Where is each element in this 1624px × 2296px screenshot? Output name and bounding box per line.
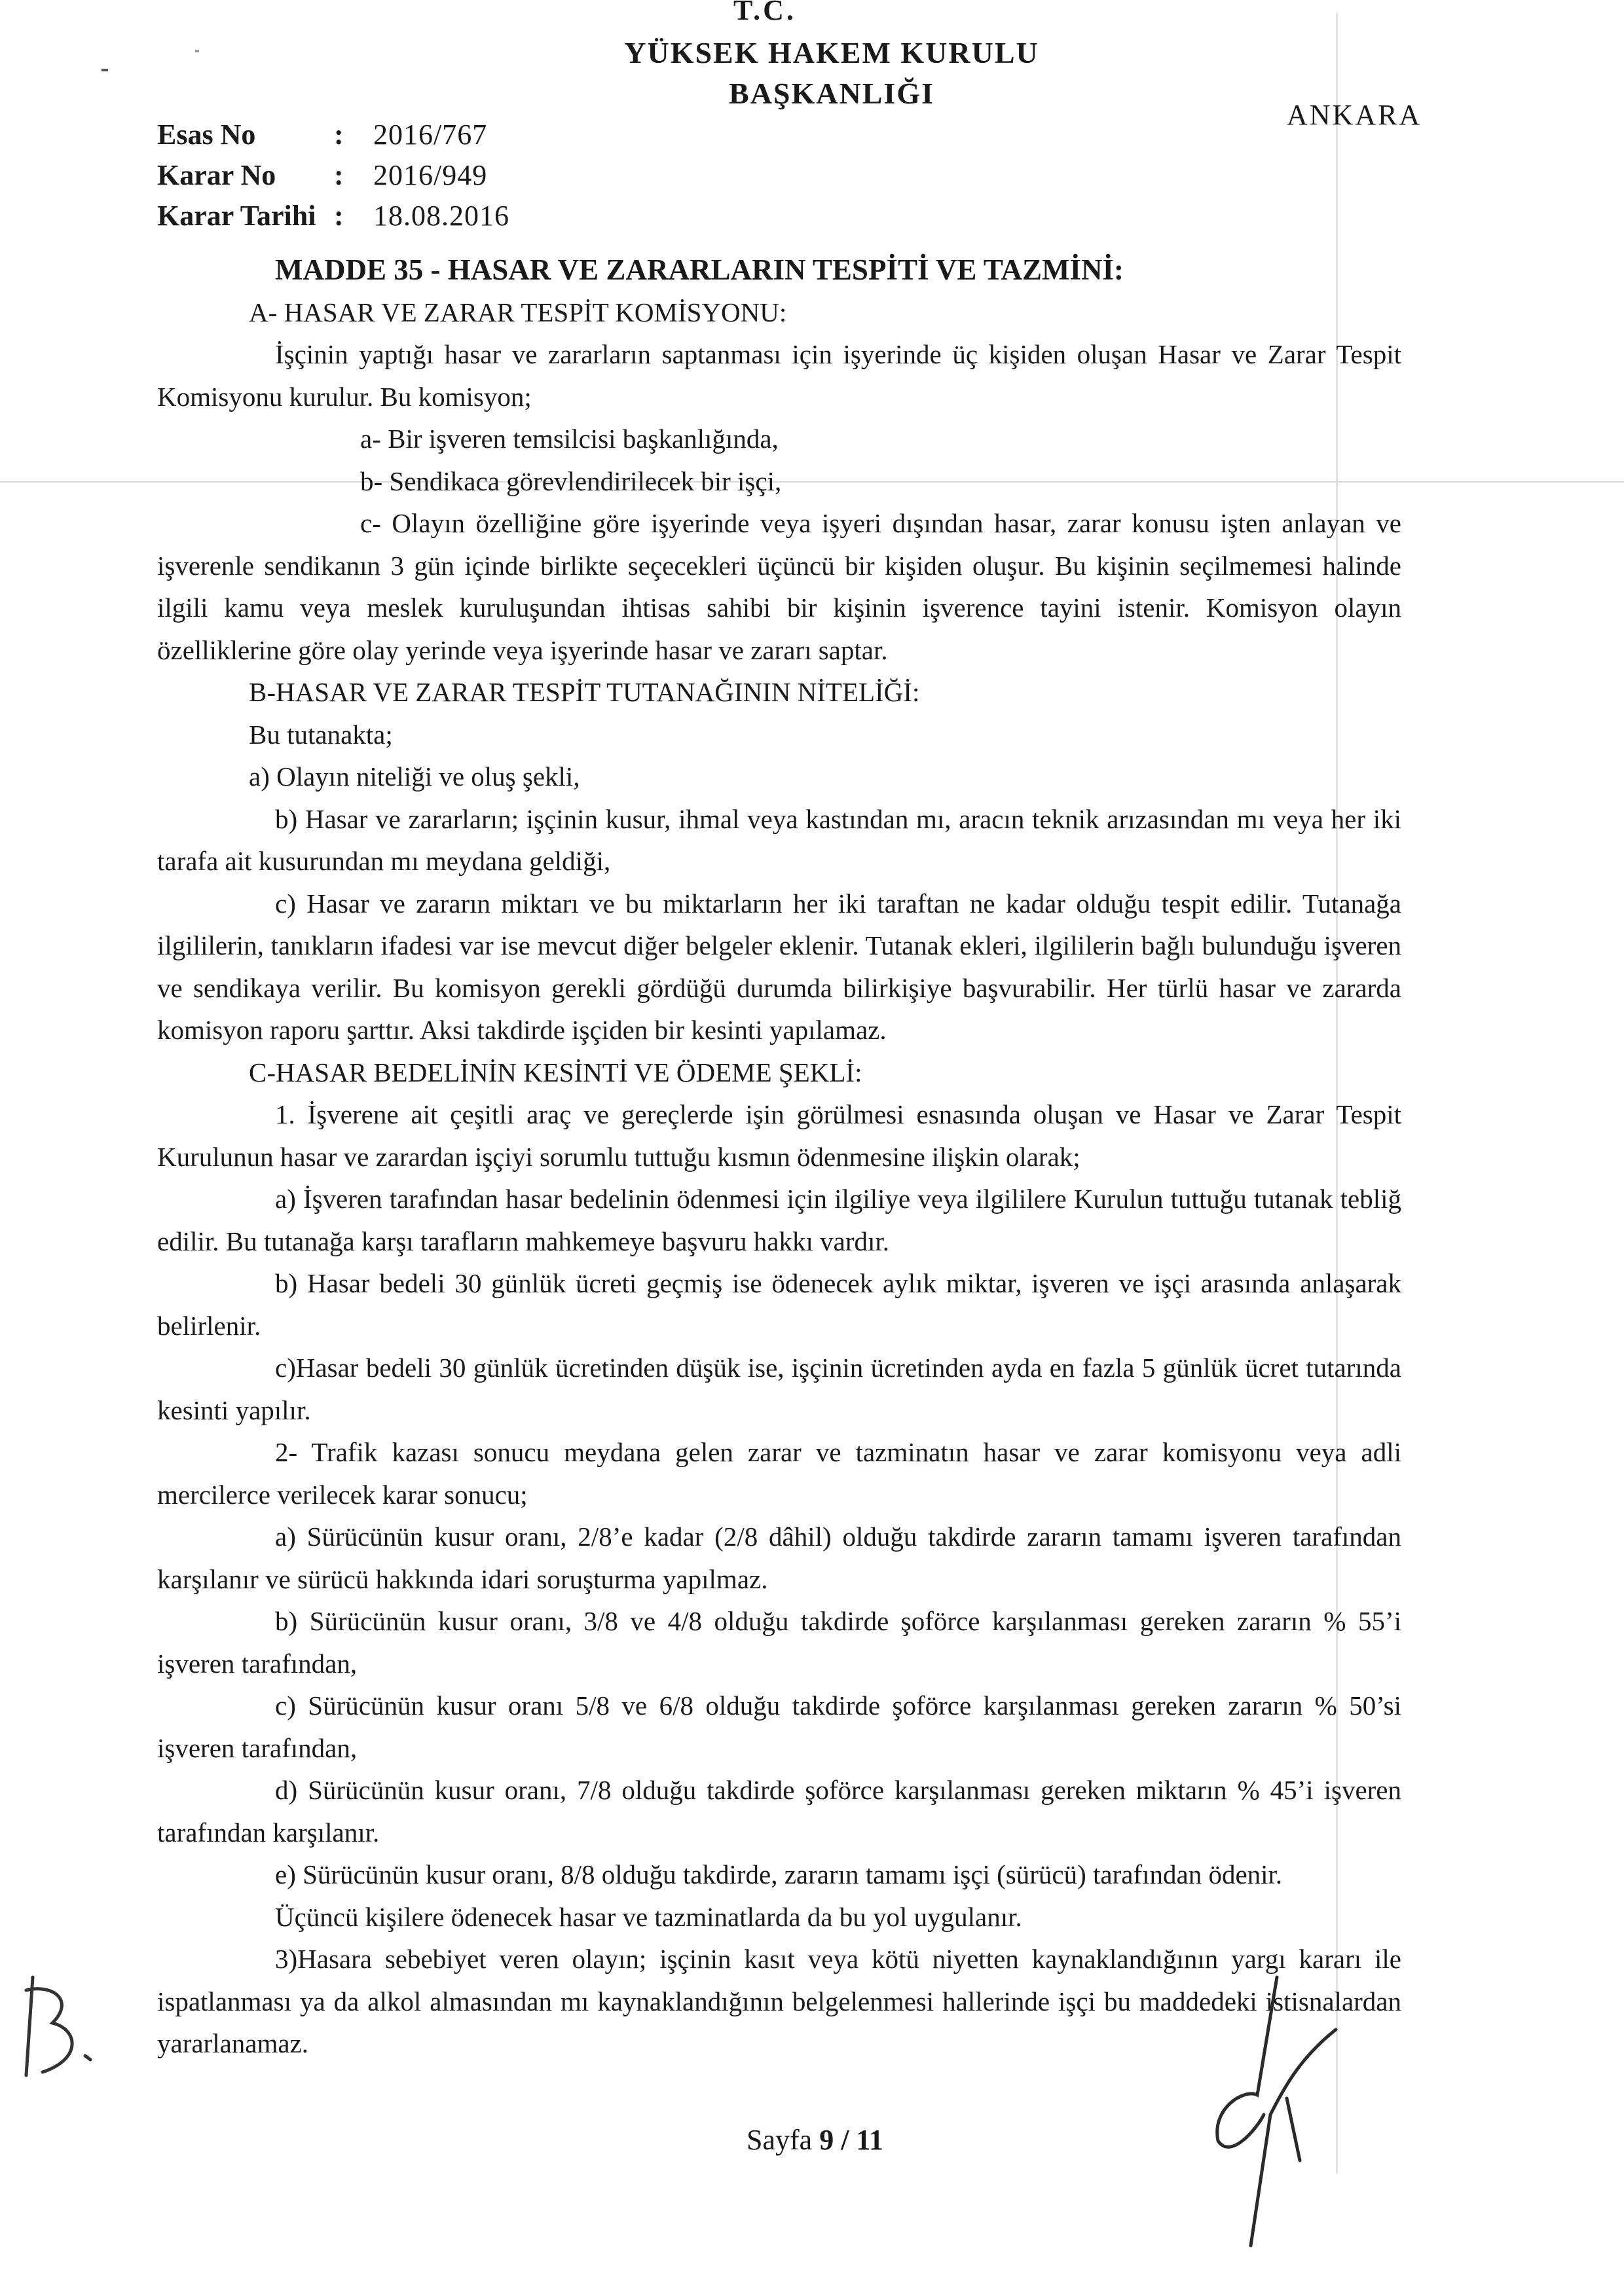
meta-label: Esas No xyxy=(157,118,256,151)
case-metadata xyxy=(157,115,509,236)
traffic-item-e: e) Sürücünün kusur oranı, 8/8 olduğu takdirde, zararın tamamı işçi (sürücü) tarafından ödenir. xyxy=(275,1859,1283,1889)
organization-line-2: BAŞKANLIĞI xyxy=(729,77,934,110)
handwritten-initial-left xyxy=(13,1964,105,2088)
meta-row-esas xyxy=(157,115,509,155)
meta-row-tarih xyxy=(157,196,509,236)
page-prefix: Sayfa xyxy=(747,2124,813,2156)
meta-value: 2016/767 xyxy=(373,118,488,151)
meta-label: Karar Tarihi xyxy=(157,200,316,232)
traffic-item-a: a) Sürücünün kusur oranı, 2/8’e kadar (2/8 dâhil) olduğu takdirde zararın tamamı işveren tarafından karşılanır ve sürücü hakkında idari soruşturma yapılmaz. xyxy=(157,1522,1401,1594)
section-a-item-c: c- Olayın özelliğine göre işyerinde veya işyeri dışından hasar, zarar konusu işten anlayan ve işverenle sendikanın 3 gün içinde birlikte seçecekleri üçüncü bir kişiden oluşur. Bu kişinin seçilmemesi halinde ilgili kamu veya meslek kuruluşundan ihtisas sahibi bir kişinin işverence tayini istenir. Komisyon olayın özelliklerine göre olay yerinde veya işyerinde hasar ve zararı saptar. xyxy=(157,508,1401,665)
section-a-paragraph: İşçinin yaptığı hasar ve zararların saptanması için işyerinde üç kişiden oluşan Hasar ve Zarar Tespit Komisyonu kurulur. Bu komisyon; xyxy=(157,339,1401,412)
meta-value: 2016/949 xyxy=(373,159,488,191)
section-a-item-b: b- Sendikaca görevlendirilecek bir işçi, xyxy=(360,465,782,496)
article-body xyxy=(157,249,1401,2065)
section-b-item-b: b) Hasar ve zararların; işçinin kusur, ihmal veya kastından mı, aracın teknik arızasından mı veya her iki tarafa ait kusurundan mı meydana geldiği, xyxy=(157,803,1401,876)
meta-row-karar xyxy=(157,155,509,196)
scan-dot xyxy=(101,69,108,71)
section-c-paragraph-2: 2- Trafik kazası sonucu meydana gelen zarar ve tazminatın hasar ve zarar komisyonu veya adli mercilerce verilecek karar sonucu; xyxy=(157,1437,1401,1510)
meta-separator: : xyxy=(334,200,344,232)
section-c-paragraph-1: 1. İşverene ait çeşitli araç ve gereçlerde işin görülmesi esnasında oluşan ve Hasar ve Zarar Tespit Kurulunun hasar ve zarardan işçiyi sorumlu tuttuğu kısmın ödenmesine ilişkin olarak; xyxy=(157,1099,1401,1172)
city-label: ANKARA xyxy=(1287,99,1422,131)
section-c-item-b: b) Hasar bedeli 30 günlük ücreti geçmiş ise ödenecek aylık miktar, işveren ve işçi arasında anlaşarak belirlenir. xyxy=(157,1268,1401,1341)
meta-separator: : xyxy=(334,118,344,151)
section-a-title: A- HASAR VE ZARAR TESPİT KOMİSYONU: xyxy=(249,297,787,327)
section-c-item-c: c)Hasar bedeli 30 günlük ücretinden düşük ise, işçinin ücretinden ayda en fazla 5 günlük ücret tutarında kesinti yapılır. xyxy=(157,1353,1401,1425)
section-b-intro: Bu tutanakta; xyxy=(249,719,393,750)
section-b-item-c: c) Hasar ve zararın miktarı ve bu miktarların her iki taraftan ne kadar olduğu tespit edilir. Tutanağa ilgililerin, tanıkların ifadesi var ise mevcut diğer belgeler eklenir. Tutanak ekleri, ilgililerin bağlı bulunduğu işveren ve sendikaya verilir. Bu komisyon gerekli gördüğü durumda bilirkişiye başvurabilir. Her türlü hasar ve zararda komisyon raporu şarttır. Aksi takdirde işçiden bir kesinti yapılamaz. xyxy=(157,888,1401,1045)
section-b-item-a: a) Olayın niteliği ve oluş şekli, xyxy=(249,761,580,792)
organization-name xyxy=(576,33,1087,114)
traffic-item-c: c) Sürücünün kusur oranı 5/8 ve 6/8 olduğu takdirde şoförce karşılanması gereken zararın % 50’si işveren tarafından, xyxy=(157,1690,1401,1763)
traffic-item-d: d) Sürücünün kusur oranı, 7/8 olduğu takdirde şoförce karşılanması gereken miktarın % 45’i işveren tarafından karşılanır. xyxy=(157,1775,1401,1848)
section-c-title: C-HASAR BEDELİNİN KESİNTİ VE ÖDEME ŞEKLİ: xyxy=(249,1057,862,1087)
meta-separator: : xyxy=(334,159,344,191)
section-a-item-a: a- Bir işveren temsilcisi başkanlığında, xyxy=(360,424,779,454)
page-current: 9 xyxy=(819,2124,834,2156)
organization-line-1: YÜKSEK HAKEM KURULU xyxy=(624,36,1039,69)
section-b-title: B-HASAR VE ZARAR TESPİT TUTANAĞININ NİTELİĞİ: xyxy=(249,677,920,707)
meta-label: Karar No xyxy=(157,159,276,191)
page-total: 11 xyxy=(856,2124,883,2156)
page-separator: / xyxy=(841,2124,849,2156)
section-c-item-a: a) İşveren tarafından hasar bedelinin ödenmesi için ilgiliye veya ilgililere Kurulun tuttuğu tutanak tebliğ edilir. Bu tutanağa karşı tarafların mahkemeye başvuru hakkı vardır. xyxy=(157,1184,1401,1256)
section-c-paragraph-3: 3)Hasara sebebiyet veren olayın; işçinin kasıt veya kötü niyetten kaynaklandığının yargı kararı ile ispatlanması ya da alkol almasından mı kaynaklandığının belgelenmesi hallerinde işçi bu maddedeki istisnalardan yararlanamaz. xyxy=(157,1944,1401,2058)
third-party-note: Üçüncü kişilere ödenecek hasar ve tazminatlarda da bu yol uygulanır. xyxy=(275,1901,1022,1932)
page-number xyxy=(747,2123,883,2157)
article-heading: MADDE 35 - HASAR VE ZARARLARIN TESPİTİ VE TAZMİNİ: xyxy=(275,253,1124,286)
traffic-item-b: b) Sürücünün kusur oranı, 3/8 ve 4/8 olduğu takdirde şoförce karşılanması gereken zararın % 55’i işveren tarafından, xyxy=(157,1606,1401,1679)
meta-value: 18.08.2016 xyxy=(373,200,509,232)
handwritten-signature xyxy=(1172,1964,1342,2252)
header-top-fragment: T.C. xyxy=(733,0,796,26)
scan-dot xyxy=(195,50,199,52)
